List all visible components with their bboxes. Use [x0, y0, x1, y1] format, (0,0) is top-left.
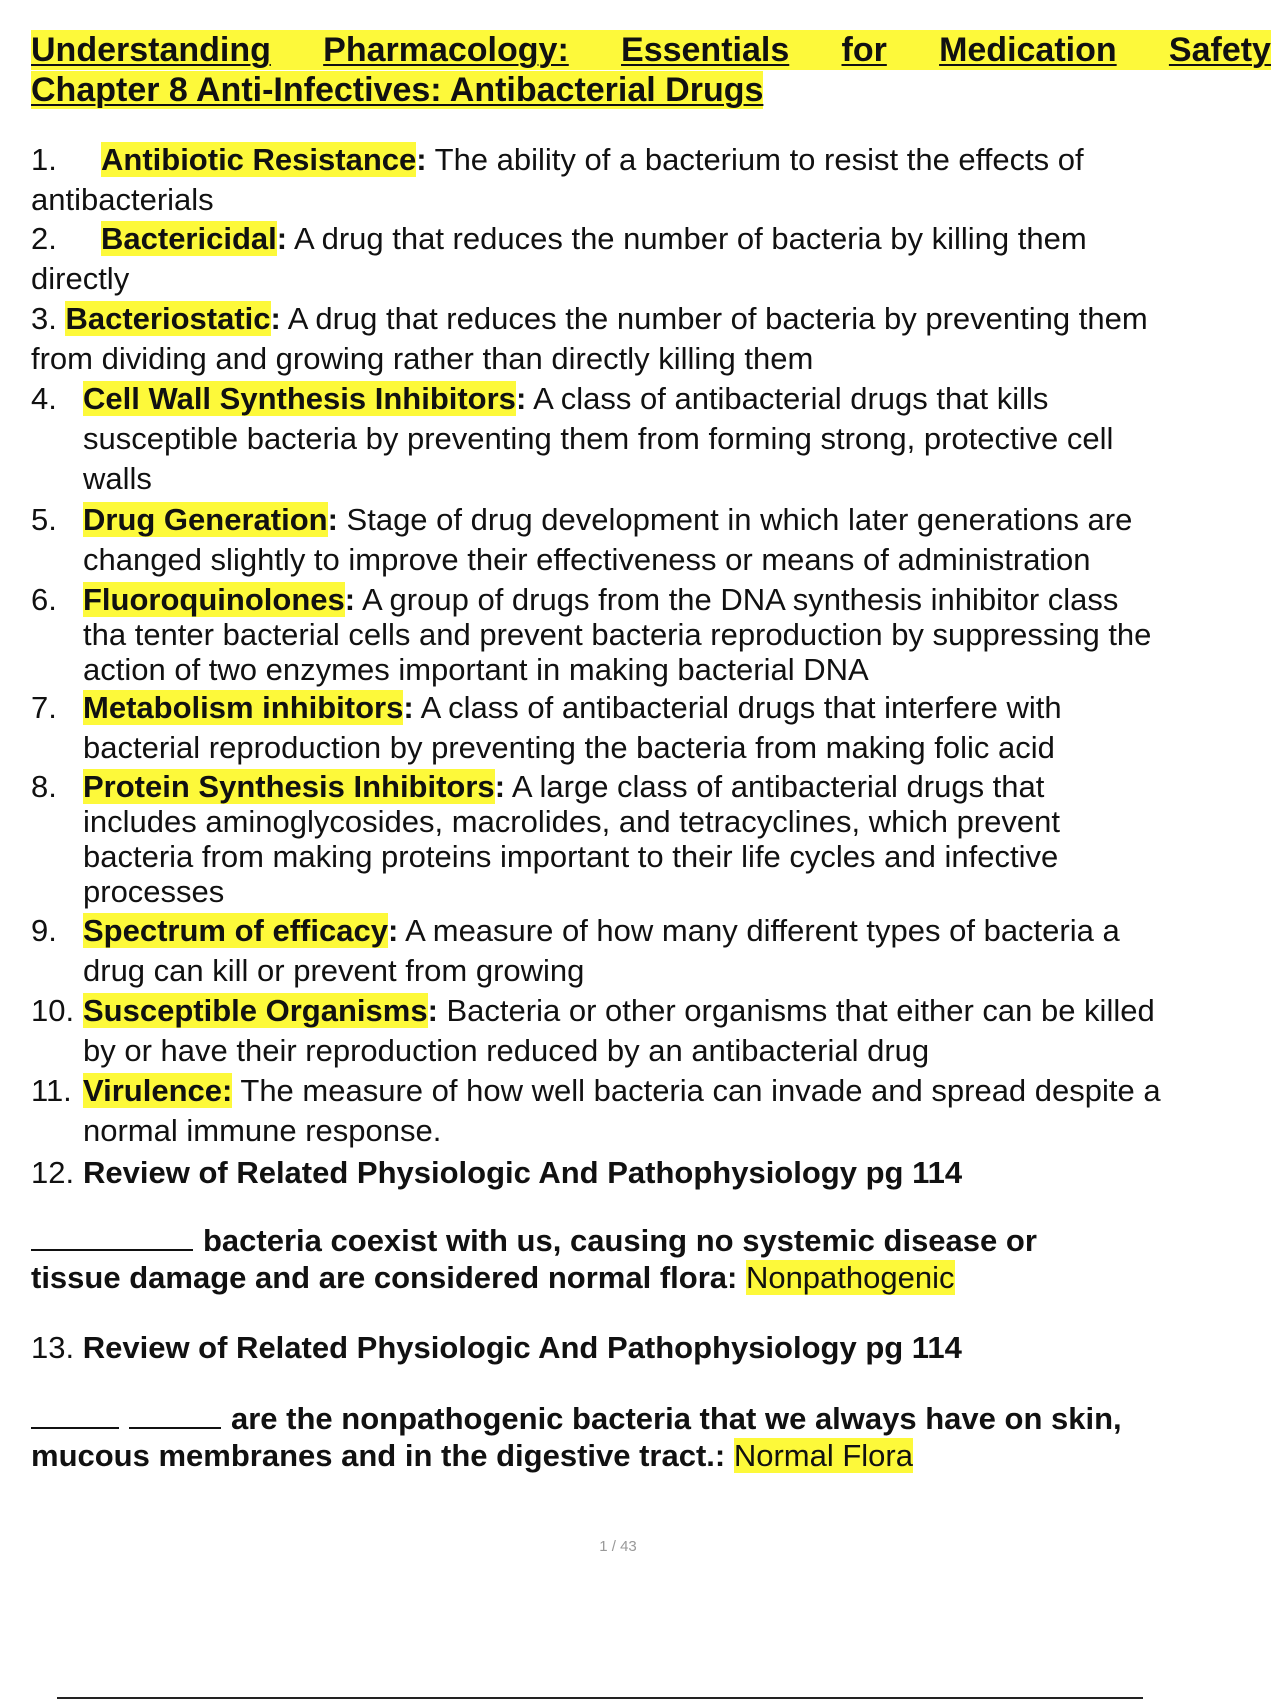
item-number: 13. [31, 1330, 75, 1365]
title-word: Safety [1168, 31, 1271, 69]
item-term: Antibiotic Resistance [101, 142, 417, 177]
review-heading-text: Review of Related Physiologic And Pathophysiology pg 114 [83, 1155, 963, 1190]
answer-blank [31, 1247, 193, 1251]
item-term: Spectrum of efficacy [83, 913, 388, 948]
glossary-item-2: 2. Bactericidal: A drug that reduces the number of bacteria by killing them directly [31, 221, 1087, 296]
title-word: Medication [939, 31, 1117, 69]
item-number: 4. [31, 381, 57, 416]
item-number: 3. [31, 301, 57, 336]
fill-in-question-13: are the nonpathogenic bacteria that we always have on skin, mucous membranes and in the digestive tract.: Normal Flora [31, 1401, 1122, 1473]
footer-divider [57, 1697, 1143, 1699]
item-term: Fluoroquinolones [83, 582, 345, 617]
item-definition: Bacteria or other organisms that either can be killed [437, 993, 1155, 1028]
item-number: 6. [31, 582, 57, 617]
item-definition: A group of drugs from the DNA synthesis inhibitor class [355, 582, 1119, 617]
title-word: Understanding [31, 31, 271, 69]
answer-blank [129, 1425, 221, 1429]
item-definition: A class of antibacterial drugs that interfere with [413, 690, 1062, 725]
review-heading-text: Review of Related Physiologic And Pathophysiology pg 114 [82, 1330, 962, 1365]
item-number: 10. [31, 993, 75, 1028]
item-number: 12. [31, 1155, 75, 1190]
item-definition: A drug that reduces the number of bacteria by killing them [287, 221, 1087, 256]
item-number: 7. [31, 690, 57, 725]
glossary-item-11: 11. Virulence: The measure of how well bacteria can invade and spread despite a normal immune response. [31, 1073, 1161, 1148]
title-word: Pharmacology: [323, 31, 569, 69]
answer-blank [31, 1425, 119, 1429]
item-number: 11. [31, 1073, 72, 1108]
item-number: 2. [31, 221, 57, 256]
item-definition: A class of antibacterial drugs that kills [526, 381, 1049, 416]
item-definition: Stage of drug development in which later generations are [337, 502, 1133, 537]
glossary-item-4: 4. Cell Wall Synthesis Inhibitors: A class of antibacterial drugs that kills susceptible bacteria by preventing them from forming strong, protective cell walls [31, 381, 1114, 496]
review-heading-13 [31, 1328, 1200, 1368]
item-definition: A large class of antibacterial drugs that [505, 769, 1045, 804]
item-term: Susceptible Organisms [83, 993, 428, 1028]
title-word: Essentials [621, 31, 790, 69]
glossary-item-8: 8. Protein Synthesis Inhibitors: A large class of antibacterial drugs that includes aminoglycosides, macrolides, and tetracyclines, which prevent bacteria from making proteins important to their life cycles and infective processes [31, 769, 1060, 909]
item-term: Virulence: [83, 1073, 233, 1108]
item-definition: The ability of a bacterium to resist the effects of [426, 142, 1084, 177]
fill-in-question-12: bacteria coexist with us, causing no systemic disease or tissue damage and are considered normal flora: Nonpathogenic [31, 1223, 1037, 1295]
item-definition: A drug that reduces the number of bacteria by preventing them [280, 301, 1148, 336]
page-indicator: 1 / 43 [599, 1538, 637, 1555]
glossary-item-10: 10. Susceptible Organisms: Bacteria or other organisms that either can be killed by or have their reproduction reduced by an antibacterial drug [31, 993, 1155, 1068]
item-definition: A measure of how many different types of bacteria a [398, 913, 1120, 948]
glossary-item-9: 9. Spectrum of efficacy: A measure of how many different types of bacteria a drug can kill or prevent from growing [31, 913, 1120, 988]
item-number: 8. [31, 769, 57, 804]
glossary-item-3: 3. Bacteriostatic: A drug that reduces the number of bacteria by preventing them from dividing and growing rather than directly killing them [31, 301, 1148, 376]
item-number: 5. [31, 502, 57, 537]
item-term: Drug Generation [83, 502, 328, 537]
review-heading-12 [31, 1153, 1200, 1193]
answer-highlight: Normal Flora [733, 1438, 913, 1473]
item-term: Bactericidal [101, 221, 277, 256]
glossary-item-7: 7. Metabolism inhibitors: A class of antibacterial drugs that interfere with bacterial reproduction by preventing the bacteria from making folic acid [31, 690, 1062, 765]
document-title [31, 30, 1271, 110]
chapter-title: Chapter 8 Anti-Infectives: Antibacterial Drugs [31, 71, 764, 109]
title-word: for [841, 31, 887, 69]
glossary-item-6: 6. Fluoroquinolones: A group of drugs from the DNA synthesis inhibitor class tha tenter bacterial cells and prevent bacteria reproduction by suppressing the action of two enzymes important in making bacterial DNA [31, 582, 1152, 687]
glossary-item-5: 5. Drug Generation: Stage of drug development in which later generations are changed slightly to improve their effectiveness or means of administration [31, 502, 1133, 577]
answer-highlight: Nonpathogenic [745, 1260, 955, 1295]
item-number: 1. [31, 142, 57, 177]
glossary-item-1: 1. Antibiotic Resistance: The ability of a bacterium to resist the effects of antibacterials [31, 142, 1084, 217]
item-term: Metabolism inhibitors [83, 690, 404, 725]
item-term: Protein Synthesis Inhibitors [83, 769, 495, 804]
item-definition: The measure of how well bacteria can invade and spread despite a [232, 1073, 1161, 1108]
title-line-1 [31, 30, 1271, 70]
item-term: Bacteriostatic [65, 301, 271, 336]
item-number: 9. [31, 913, 57, 948]
item-term: Cell Wall Synthesis Inhibitors [83, 381, 516, 416]
